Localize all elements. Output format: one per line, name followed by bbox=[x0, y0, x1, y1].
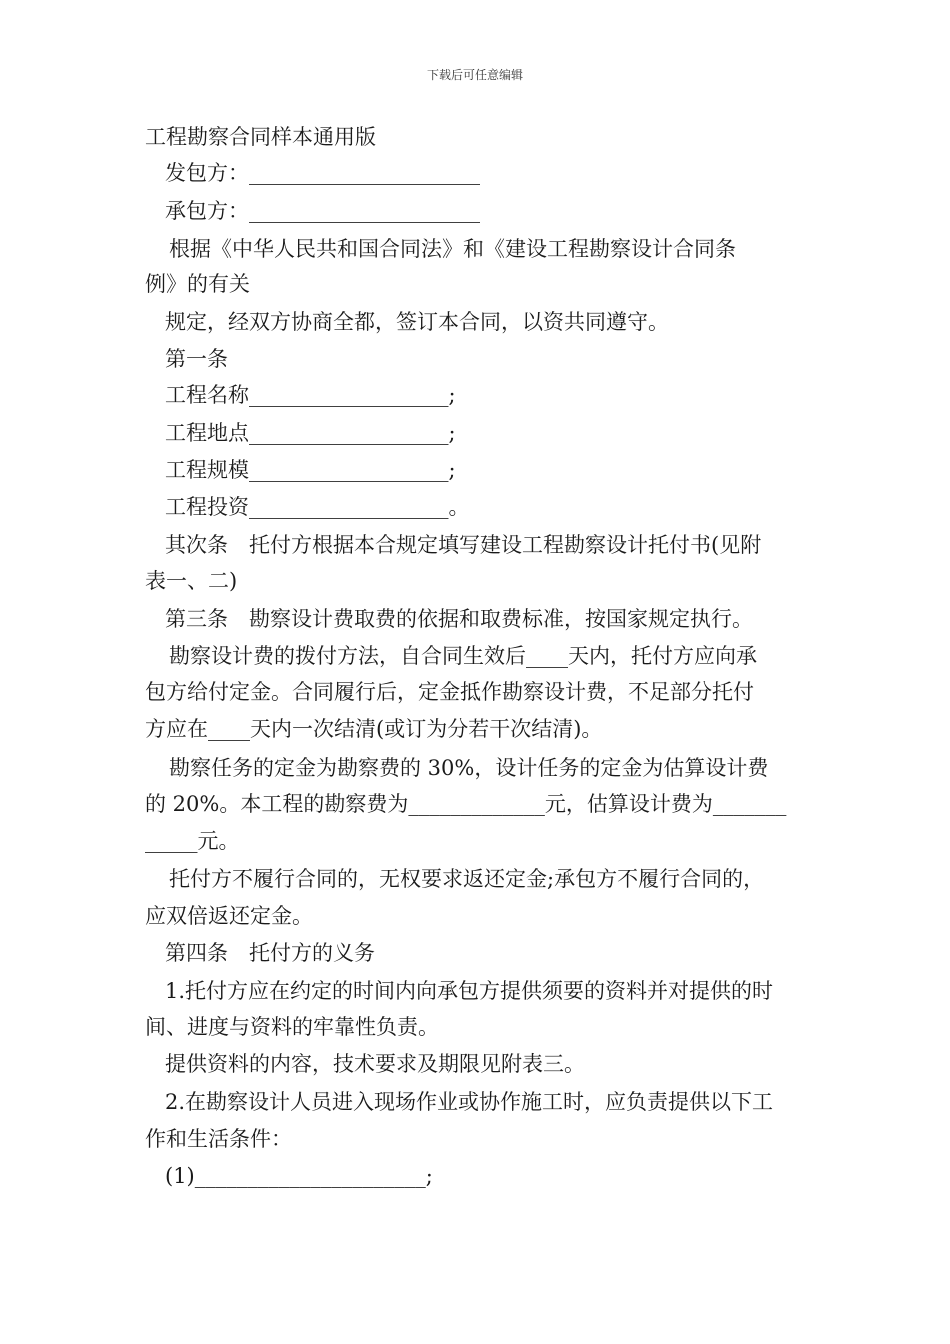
paragraph-line: 例》的有关 bbox=[145, 272, 250, 296]
paragraph-line: 1.托付方应在约定的时间内向承包方提供须要的资料并对提供的时 bbox=[165, 979, 774, 1003]
paragraph-line: 提供资料的内容，技术要求及期限见附表三。 bbox=[165, 1052, 585, 1076]
paragraph-line: 根据《中华人民共和国合同法》和《建设工程勘察设计合同条 bbox=[169, 237, 736, 261]
paragraph-line: 规定，经双方协商全都，签订本合同，以资共同遵守。 bbox=[165, 310, 669, 334]
paragraph-line: 作和生活条件： bbox=[145, 1127, 292, 1151]
condition-item-line: (1)______________________; bbox=[165, 1164, 433, 1188]
paragraph-line: 表一、二) bbox=[145, 569, 238, 593]
paragraph-line: 方应在____天内一次结清(或订为分若干次结清)。 bbox=[145, 717, 603, 741]
project-name-line: 工程名称___________________; bbox=[165, 383, 456, 407]
paragraph-line: 间、进度与资料的牢靠性负责。 bbox=[145, 1015, 439, 1039]
paragraph-line: 应双倍返还定金。 bbox=[145, 904, 313, 928]
project-location-line: 工程地点___________________; bbox=[165, 421, 456, 445]
party-a-line: 发包方：______________________ bbox=[165, 161, 480, 185]
paragraph-line: 其次条 托付方根据本合规定填写建设工程勘察设计托付书(见附 bbox=[165, 533, 762, 557]
article-heading: 第一条 bbox=[165, 347, 228, 371]
document-title: 工程勘察合同样本通用版 bbox=[145, 125, 376, 149]
paragraph-line: 第三条 勘察设计费取费的依据和取费标准，按国家规定执行。 bbox=[165, 607, 753, 631]
paragraph-line: 包方给付定金。合同履行后，定金抵作勘察设计费，不足部分托付 bbox=[145, 680, 754, 704]
party-b-line: 承包方：______________________ bbox=[165, 199, 480, 223]
paragraph-line: 托付方不履行合同的，无权要求返还定金;承包方不履行合同的， bbox=[169, 867, 765, 891]
project-investment-line: 工程投资___________________。 bbox=[165, 495, 470, 519]
paragraph-line: 勘察任务的定金为勘察费的 30%，设计任务的定金为估算设计费 bbox=[169, 756, 769, 780]
paragraph-line: 勘察设计费的拨付方法，自合同生效后____天内，托付方应向承 bbox=[169, 644, 757, 668]
project-scale-line: 工程规模___________________; bbox=[165, 458, 456, 482]
article-heading: 第四条 托付方的义务 bbox=[165, 941, 375, 965]
paragraph-line: 的 20%。本工程的勘察费为_____________元，估算设计费为_______ bbox=[145, 792, 787, 816]
paragraph-line: _____元。 bbox=[145, 829, 240, 853]
page-header-note: 下载后可任意编辑 bbox=[426, 68, 523, 82]
paragraph-line: 2.在勘察设计人员进入现场作业或协作施工时，应负责提供以下工 bbox=[165, 1090, 774, 1114]
